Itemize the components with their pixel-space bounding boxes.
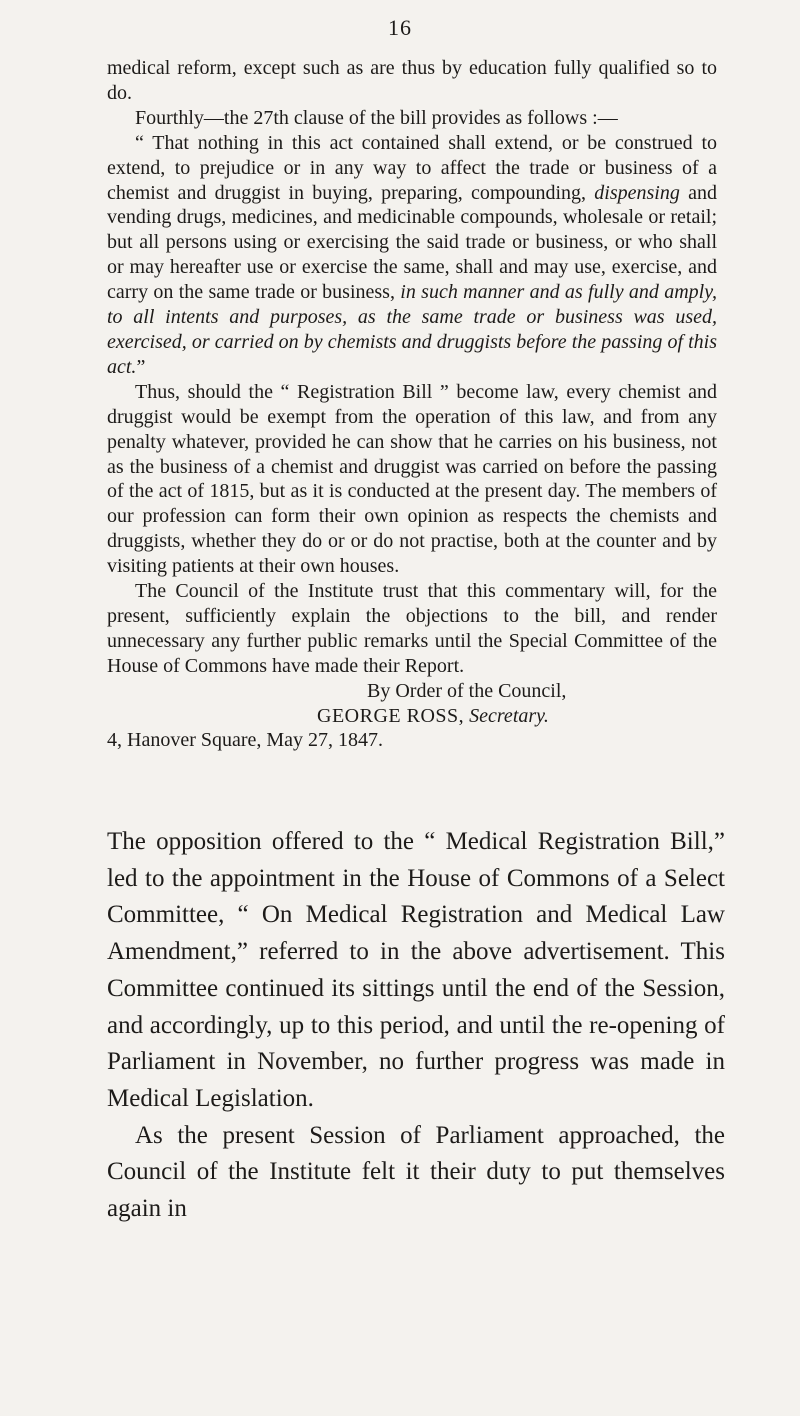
signature-order: By Order of the Council,: [367, 679, 567, 702]
quote-italic: in such manner and as fully and amply, to all intents and purposes, as the same trade or business was used, exercised, or carried on by chemists and druggists before the passing of this act.: [107, 281, 717, 378]
memorial-paragraph-4: Thus, should the “ Registration Bill ” become law, every chemist and druggist would be exempt from the operation of this law, and from any penalty whatever, provided he can show that he carries on his business, not as the business of a chemist and druggist was carried on before the passing of the act of 1815, but as it is conducted at the present day. The members of our profession can form their own opinion as respects the chemists and druggists, whether they do or or do not practise, both at the counter and by visiting patients at their own houses.: [107, 380, 717, 578]
narrative-paragraph-2: As the present Session of Parliament approached, the Council of the Institute felt it their duty to put themselves again in: [107, 1121, 725, 1223]
memorial-paragraph-5: The Council of the Institute trust that this commentary will, for the present, sufficiently explain the objections to the bill, and render unnecessary any further public remarks until the Special Committee of the House of Commons have made their Report.: [107, 580, 717, 677]
narrative-paragraph-1: The opposition offered to the “ Medical Registration Bill,” led to the appointment in the House of Commons of a Select Committee, “ On Medical Registration and Medical Law Amendment,” referred to in the above advertisement. This Committee continued its sittings until the end of the Session, and accordingly, up to this period, and until the re-opening of Parliament in November, no further progress was made in Medical Legislation.: [107, 828, 725, 1112]
signature-title: Secretary.: [469, 704, 549, 727]
memorial-paragraph-1: medical reform, except such as are thus by education fully qualified so to do.: [107, 57, 717, 104]
memorial-paragraph-2: Fourthly—the 27th clause of the bill provides as follows :—: [135, 106, 618, 129]
signature-name: GEORGE ROSS,: [317, 704, 465, 727]
memorial-quotation: [107, 131, 717, 380]
memorial-text-block: [107, 56, 717, 753]
quote-start: “ That nothing in this act contained shall extend, or be construed to extend, to prejudice or in any way to affect the trade or business of a chemist and druggist in buying, preparing, compounding,: [107, 131, 717, 204]
signature-address: 4, Hanover Square, May 27, 1847.: [107, 729, 384, 752]
narrative-text-block: [107, 824, 725, 1228]
quote-dispensing: dispensing: [594, 181, 680, 204]
quote-middle: and vending drugs, medicines, and medicinable compounds, wholesale or retail; but all persons using or exercising the said trade or business, or who shall or may hereafter use or exercise the same, shall and may use, exercise, and carry on the same trade or business,: [107, 181, 717, 304]
page-number: 16: [388, 15, 412, 40]
quote-end: ”: [136, 355, 146, 378]
signature-line: [107, 704, 717, 729]
